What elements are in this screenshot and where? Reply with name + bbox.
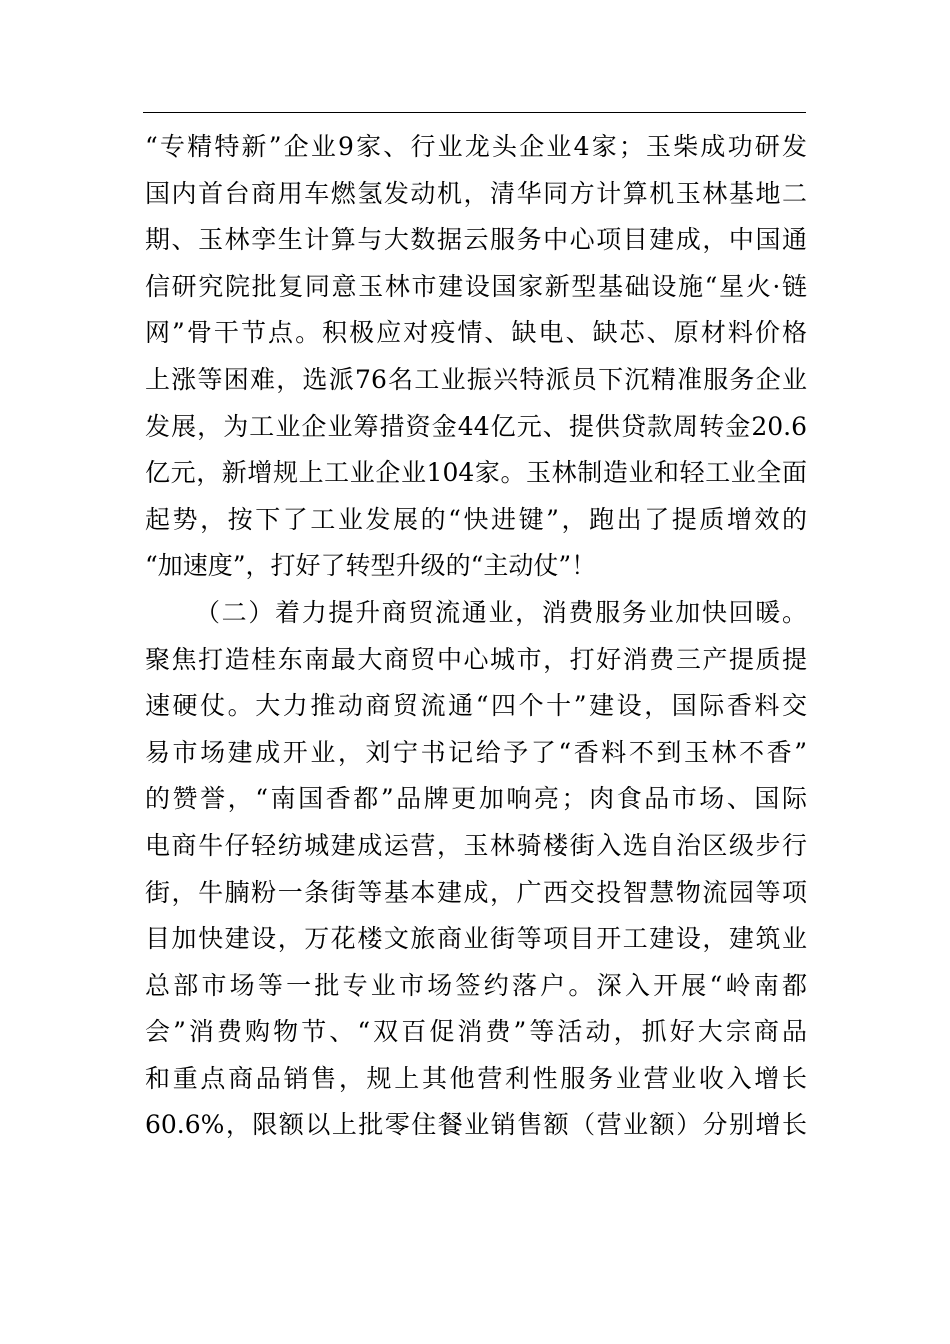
section-heading-line: （二）着力提升商贸流通业，消费服务业加快回暖。 [195, 597, 807, 627]
text-line: 街，牛腩粉一条街等基本建成，广西交投智慧物流园等项 [145, 877, 807, 907]
text-line: 亿元，新增规上工业企业104家。玉林制造业和轻工业全面 [145, 458, 807, 488]
text-line: 上涨等困难，选派76名工业振兴特派员下沉精准服务企业 [145, 364, 807, 394]
text-line: 和重点商品销售，规上其他营利性服务业营业收入增长 [145, 1063, 807, 1093]
header-rule [143, 112, 806, 113]
text-line: 会”消费购物节、“双百促消费”等活动，抓好大宗商品 [145, 1017, 807, 1047]
text-line: 起势，按下了工业发展的“快进键”，跑出了提质增效的 [145, 504, 807, 534]
paragraph-commerce [145, 593, 807, 1152]
text-line: 速硬仗。大力推动商贸流通“四个十”建设，国际香料交 [145, 691, 807, 721]
text-line: 电商牛仔轻纺城建成运营，玉林骑楼街入选自治区级步行 [145, 830, 807, 860]
text-line: 信研究院批复同意玉林市建设国家新型基础设施“星火·链 [145, 271, 807, 301]
text-line: 的赞誉，“南国香都”品牌更加响亮；肉食品市场、国际 [145, 784, 807, 814]
text-line: 发展，为工业企业筹措资金44亿元、提供贷款周转金20.6 [145, 411, 807, 441]
text-line: “专精特新”企业9家、行业龙头企业4家；玉柴成功研发 [145, 132, 807, 161]
text-line: 易市场建成开业，刘宁书记给予了“香料不到玉林不香” [145, 737, 807, 767]
text-line: 60.6%，限额以上批零住餐业销售额（营业额）分别增长 [145, 1110, 807, 1140]
text-line: 目加快建设，万花楼文旅商业街等项目开工建设，建筑业 [145, 924, 807, 954]
text-line: “加速度”，打好了转型升级的“主动仗”！ [145, 551, 597, 581]
body-text [145, 127, 807, 1152]
paragraph-industry [145, 127, 807, 593]
text-line: 聚焦打造桂东南最大商贸中心城市，打好消费三产提质提 [145, 644, 807, 674]
text-line: 期、玉林孪生计算与大数据云服务中心项目建成，中国通 [145, 225, 807, 255]
text-line: 国内首台商用车燃氢发动机，清华同方计算机玉林基地二 [145, 178, 807, 208]
text-line: 总部市场等一批专业市场签约落户。深入开展“岭南都 [145, 970, 807, 1000]
text-line: 网”骨干节点。积极应对疫情、缺电、缺芯、原材料价格 [145, 318, 807, 348]
